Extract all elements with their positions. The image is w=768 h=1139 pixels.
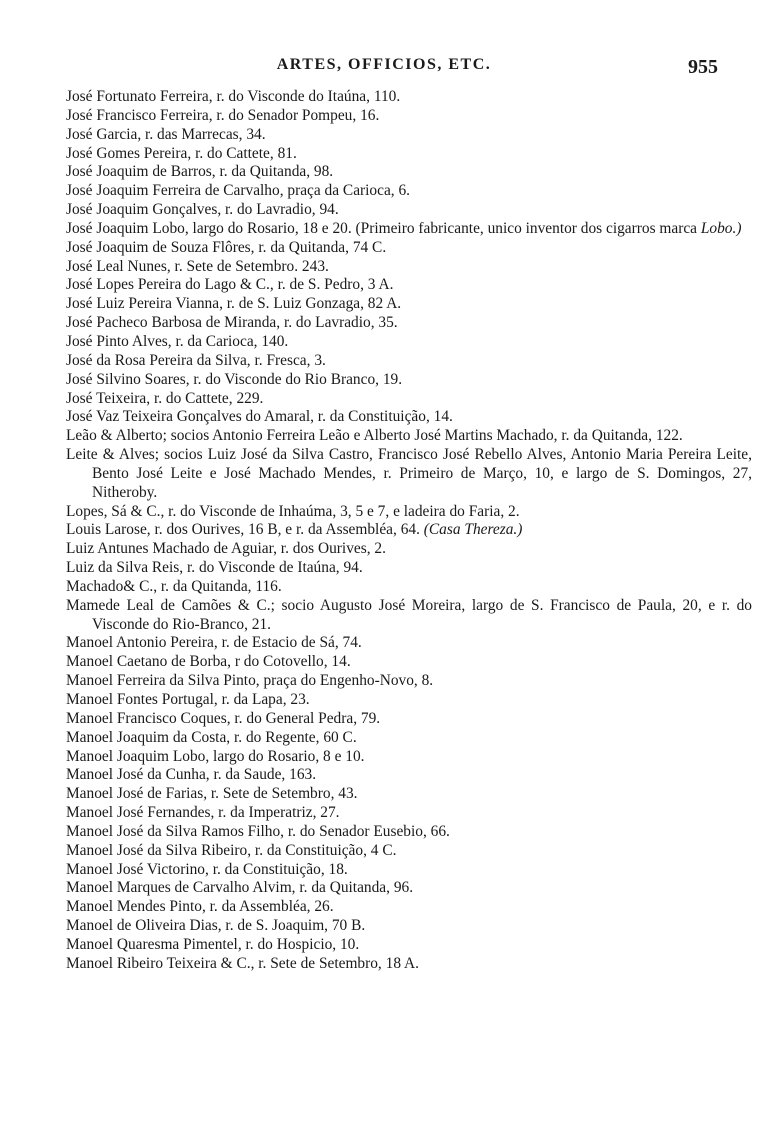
directory-entry <box>66 371 752 390</box>
entry-text: Manoel Antonio Pereira, r. de Estacio de Sá, 74. <box>66 634 362 652</box>
directory-entry <box>66 220 752 239</box>
entry-text: José Vaz Teixeira Gonçalves do Amaral, r. da Constituição, 14. <box>66 408 453 426</box>
directory-entry <box>66 333 752 352</box>
entry-text: José Joaquim Lobo, largo do Rosario, 18 e 20. (Primeiro fabricante, unico inventor dos cigarros marca <box>66 219 701 237</box>
directory-entry <box>66 842 752 861</box>
entry-text: Manoel José da Silva Ramos Filho, r. do Senador Eusebio, 66. <box>66 822 450 840</box>
entry-text: Manoel Ferreira da Silva Pinto, praça do Engenho-Novo, 8. <box>66 672 434 690</box>
directory-entry <box>66 672 752 691</box>
entry-text: José Silvino Soares, r. do Visconde do Rio Branco, 19. <box>66 370 403 388</box>
directory-entry <box>66 182 752 201</box>
entry-text: Manoel José de Farias, r. Sete de Setembro, 43. <box>66 785 358 803</box>
directory-entry <box>66 710 752 729</box>
entry-text: José Pacheco Barbosa de Miranda, r. do Lavradio, 35. <box>66 314 398 332</box>
entry-text: Louis Larose, r. dos Ourives, 16 B, e r. da Assembléa, 64. <box>66 521 424 539</box>
entry-text: Manoel Ribeiro Teixeira & C., r. Sete de Setembro, 18 A. <box>66 954 419 972</box>
directory-entry <box>66 503 752 522</box>
entry-text: José Francisco Ferreira, r. do Senador Pompeu, 16. <box>66 106 380 124</box>
entry-text: Machado& C., r. da Quitanda, 116. <box>66 577 282 595</box>
directory-entry <box>66 785 752 804</box>
page-number: 955 <box>688 56 718 78</box>
entry-text: José Joaquim Ferreira de Carvalho, praça da Carioca, 6. <box>66 182 411 200</box>
entry-text: Manoel Francisco Coques, r. do General Pedra, 79. <box>66 709 381 727</box>
directory-entry <box>66 145 752 164</box>
entry-text: Manoel Joaquim da Costa, r. do Regente, 60 C. <box>66 728 357 746</box>
entry-text: Manoel Joaquim Lobo, largo do Rosario, 8 e 10. <box>66 747 365 765</box>
entry-text: Manoel Mendes Pinto, r. da Assembléa, 26. <box>66 898 334 916</box>
directory-entry <box>66 898 752 917</box>
directory-entry <box>66 653 752 672</box>
directory-entry <box>66 163 752 182</box>
directory-entry <box>66 201 752 220</box>
directory-entries <box>0 88 768 974</box>
directory-entry <box>66 559 752 578</box>
directory-entry <box>66 258 752 277</box>
directory-entry <box>66 540 752 559</box>
entry-text: José Garcia, r. das Marrecas, 34. <box>66 125 266 143</box>
entry-text: José Lopes Pereira do Lago & C., r. de S. Pedro, 3 A. <box>66 276 394 294</box>
directory-entry <box>66 390 752 409</box>
directory-entry <box>66 729 752 748</box>
directory-entry <box>66 861 752 880</box>
entry-text: Manoel José Fernandes, r. da Imperatriz, 27. <box>66 804 340 822</box>
running-title: ARTES, OFFICIOS, ETC. <box>276 56 492 73</box>
directory-entry <box>66 276 752 295</box>
entry-text: Manoel Fontes Portugal, r. da Lapa, 23. <box>66 691 310 708</box>
entry-text: José Joaquim de Souza Flôres, r. da Quitanda, 74 C. <box>66 238 387 256</box>
directory-entry <box>66 597 752 635</box>
entry-text: José Joaquim Gonçalves, r. do Lavradio, 94. <box>66 201 339 219</box>
directory-entry <box>66 295 752 314</box>
entry-text: Mamede Leal de Camões & C.; socio Augusto José Moreira, largo de S. Francisco de Paula, 20, e r. do Visconde do Rio-Branco, 21. <box>66 596 752 633</box>
entry-text: Leite & Alves; socios Luiz José da Silva Castro, Francisco José Rebello Alves, Antonio Maria Pereira Leite, Bento José Leite e José Machado Mendes, r. Primeiro de Março, 10, e largo de S. Domingos, 27, Nitheroby. <box>66 446 752 501</box>
directory-entry <box>66 955 752 974</box>
directory-entry <box>66 634 752 653</box>
directory-entry <box>66 88 752 107</box>
directory-entry <box>66 917 752 936</box>
entry-text: José Pinto Alves, r. da Carioca, 140. <box>66 332 289 350</box>
directory-entry <box>66 446 752 503</box>
entry-text: José Fortunato Ferreira, r. do Visconde do Itaúna, 110. <box>66 88 401 105</box>
entry-text: Manoel Marques de Carvalho Alvim, r. da Quitanda, 96. <box>66 879 414 897</box>
entry-text: José Teixeira, r. do Cattete, 229. <box>66 389 264 407</box>
entry-text: Manoel de Oliveira Dias, r. de S. Joaquim, 70 B. <box>66 917 366 935</box>
directory-entry <box>66 352 752 371</box>
page-header <box>0 56 768 80</box>
directory-entry <box>66 427 752 446</box>
directory-entry <box>66 578 752 597</box>
directory-entry <box>66 126 752 145</box>
entry-text: José Leal Nunes, r. Sete de Setembro. 243. <box>66 257 329 275</box>
entry-text: Manoel José da Silva Ribeiro, r. da Constituição, 4 C. <box>66 841 397 859</box>
entry-text: José Joaquim de Barros, r. da Quitanda, 98. <box>66 163 334 181</box>
directory-entry <box>66 239 752 258</box>
entry-italic-note: Lobo.) <box>700 219 742 237</box>
entry-text: Manoel Caetano de Borba, r do Cotovello, 14. <box>66 653 351 671</box>
directory-entry <box>66 748 752 767</box>
entry-text: Luiz da Silva Reis, r. do Visconde de Itaúna, 94. <box>66 559 363 577</box>
directory-entry <box>66 879 752 898</box>
directory-entry <box>66 691 752 710</box>
directory-entry <box>66 314 752 333</box>
entry-text: José da Rosa Pereira da Silva, r. Fresca, 3. <box>66 351 326 369</box>
entry-text: José Gomes Pereira, r. do Cattete, 81. <box>66 144 297 162</box>
entry-text: Leão & Alberto; socios Antonio Ferreira Leão e Alberto José Martins Machado, r. da Quitanda, 122. <box>66 427 683 445</box>
directory-entry <box>66 766 752 785</box>
entry-text: Luiz Antunes Machado de Aguiar, r. dos Ourives, 2. <box>66 540 386 558</box>
entry-text: Manoel José da Cunha, r. da Saude, 163. <box>66 766 317 784</box>
entry-text: Manoel Quaresma Pimentel, r. do Hospicio, 10. <box>66 935 360 953</box>
directory-entry <box>66 936 752 955</box>
entry-text: José Luiz Pereira Vianna, r. de S. Luiz Gonzaga, 82 A. <box>66 295 402 313</box>
directory-entry <box>66 823 752 842</box>
directory-entry <box>66 107 752 126</box>
entry-text: Lopes, Sá & C., r. do Visconde de Inhaúma, 3, 5 e 7, e ladeira do Faria, 2. <box>66 502 520 520</box>
entry-italic-note: (Casa Thereza.) <box>423 521 523 539</box>
directory-entry <box>66 804 752 823</box>
entry-text: Manoel José Victorino, r. da Constituição, 18. <box>66 860 348 878</box>
directory-entry <box>66 408 752 427</box>
directory-entry <box>66 521 752 540</box>
